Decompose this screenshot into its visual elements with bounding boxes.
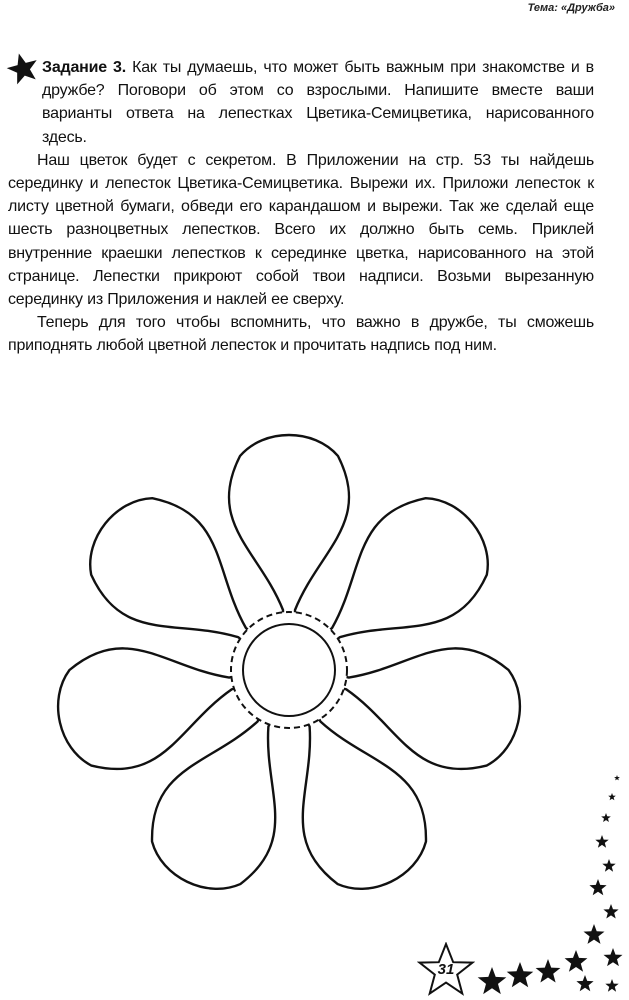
paragraph-1 <box>8 56 594 149</box>
paragraph-3: Теперь для того чтобы вспомнить, что важно в дружбе, ты сможешь приподнять любой цветной лепесток и прочитать надпись под ним. <box>8 314 594 355</box>
decorative-star-icon <box>507 962 534 987</box>
decorative-star-icon <box>536 959 561 983</box>
decorative-star-icon <box>478 967 507 994</box>
flower-center-inner <box>243 624 335 716</box>
petal-4 <box>250 675 445 908</box>
paragraph-1-text: Как ты думаешь, что может быть важным при знакомстве и в дружбе? Поговори об этом со взрослыми. Напишите вместе ваши варианты ответа на лепестках Цветика-Семицветика, нарисованного здесь. <box>42 59 594 146</box>
page-number: 31 <box>437 961 455 978</box>
header-topic: Тема: «Дружба» <box>527 2 615 14</box>
decorative-star-icon <box>608 793 616 800</box>
petal-2 <box>278 476 510 695</box>
decorative-star-icon <box>604 948 623 966</box>
decorative-star-icon <box>602 859 615 872</box>
petal-5 <box>133 675 328 908</box>
decorative-star-icon <box>614 775 620 780</box>
petal-3 <box>309 619 532 781</box>
task-label: Задание 3. <box>42 59 126 76</box>
decorative-star-icon <box>565 950 588 972</box>
decorative-star-icon <box>584 924 605 944</box>
petal-6 <box>47 619 270 781</box>
flower-center-outer-dashed <box>231 612 347 728</box>
decorative-star-icon <box>605 979 618 992</box>
task-text <box>8 56 594 358</box>
petal-7 <box>68 476 300 695</box>
decorative-star-icon <box>603 904 618 919</box>
decorative-star-icon <box>589 879 606 895</box>
petal-1 <box>229 435 349 636</box>
decorative-star-icon <box>576 975 593 991</box>
paragraph-2: Наш цветок будет с секретом. В Приложении на стр. 53 ты найдешь серединку и лепесток Цветика-Семицветика. Вырежи их. Приложи лепесток к листу цветной бумаги, обведи его карандашом и вырежи. Так же сделай еще шесть разноцветных лепестков. Всего их должно быть семь. Приклей внутренние краешки лепестков к серединке цветка, нарисованного на этой странице. Лепестки прикроют собой твои надписи. Возьми вырезанную серединку из Приложения и наклей ее сверху. <box>8 151 594 309</box>
flower-petals <box>47 435 532 908</box>
decorative-star-icon <box>601 813 611 822</box>
decorative-star-icon <box>595 835 608 848</box>
